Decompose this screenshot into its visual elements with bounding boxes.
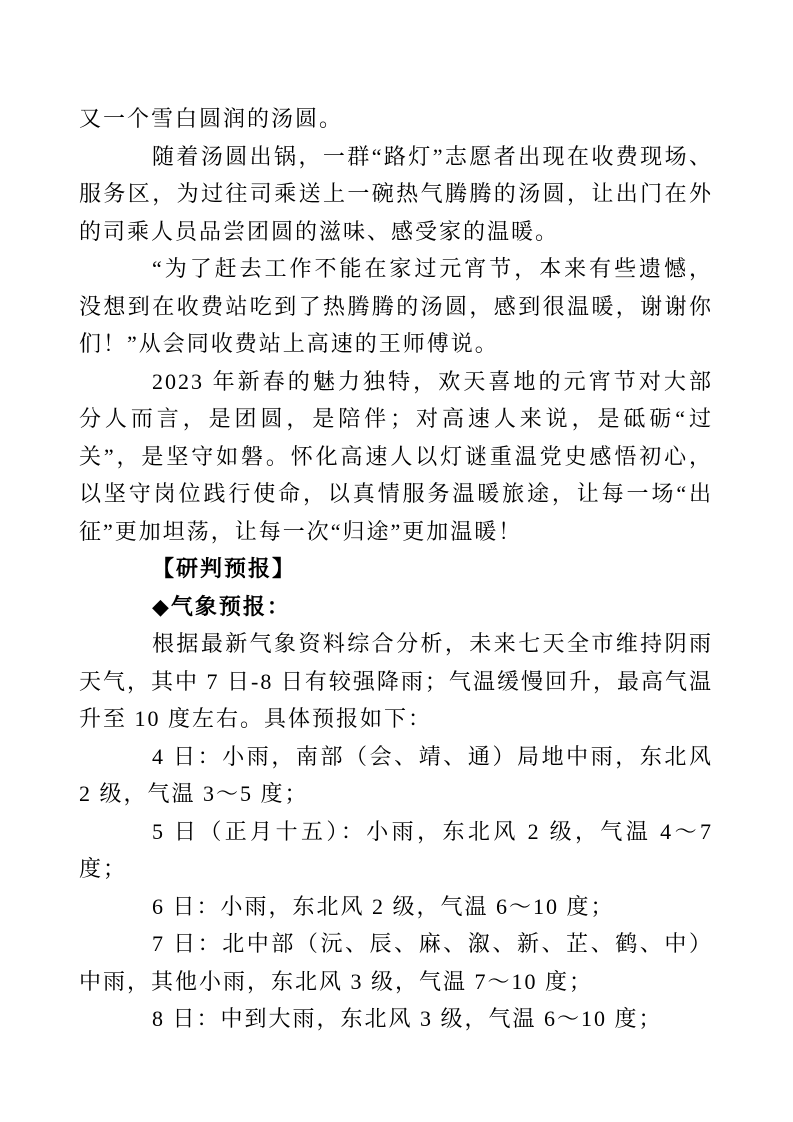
- subsection-heading-weather: ◆气象预报：: [152, 593, 291, 619]
- document-body: [79, 100, 713, 1038]
- forecast-day-7: 7 日：北中部（沅、辰、麻、溆、新、芷、鹤、中）中雨，其他小雨，东北风 3 级，气温 7～10 度；: [79, 931, 713, 994]
- paragraph-volunteers: 随着汤圆出锅，一群“路灯”志愿者出现在收费现场、服务区，为过往司乘送上一碗热气腾腾的汤圆，让出门在外的司乘人员品尝团圆的滋味、感受家的温暖。: [79, 143, 713, 244]
- paragraph-forecast-summary: 根据最新气象资料综合分析，未来七天全市维持阴雨天气，其中 7 日-8 日有较强降雨；气温缓慢回升，最高气温升至 10 度左右。具体预报如下：: [79, 631, 713, 731]
- forecast-day-6: 6 日：小雨，东北风 2 级，气温 6～10 度；: [152, 893, 615, 919]
- paragraph-new-year-summary: 2023 年新春的魅力独特，欢天喜地的元宵节对大部分人而言，是团圆，是陪伴；对高速人来说，是砥砺“过关”，是坚守如磐。怀化高速人以灯谜重温党史感悟初心，以坚守岗位践行使命，以真情服务温暖旅途，让每一场“出征”更加坦荡，让每一次“归途”更加温暖！: [79, 368, 713, 544]
- forecast-day-8: 8 日：中到大雨，东北风 3 级，气温 6～10 度；: [152, 1006, 663, 1031]
- paragraph-driver-quote: “为了赶去工作不能在家过元宵节，本来有些遗憾，没想到在收费站吃到了热腾腾的汤圆，感到很温暖，谢谢你们！”从会同收费站上高速的王师傅说。: [79, 256, 713, 356]
- paragraph-tangyuan-continuation: 又一个雪白圆润的汤圆。: [79, 106, 344, 131]
- forecast-day-4: 4 日：小雨，南部（会、靖、通）局地中雨，东北风 2 级，气温 3～5 度；: [79, 743, 713, 806]
- forecast-day-5: 5 日（正月十五）：小雨，东北风 2 级，气温 4～7 度；: [79, 818, 713, 881]
- section-heading-forecast: 【研判预报】: [152, 556, 297, 581]
